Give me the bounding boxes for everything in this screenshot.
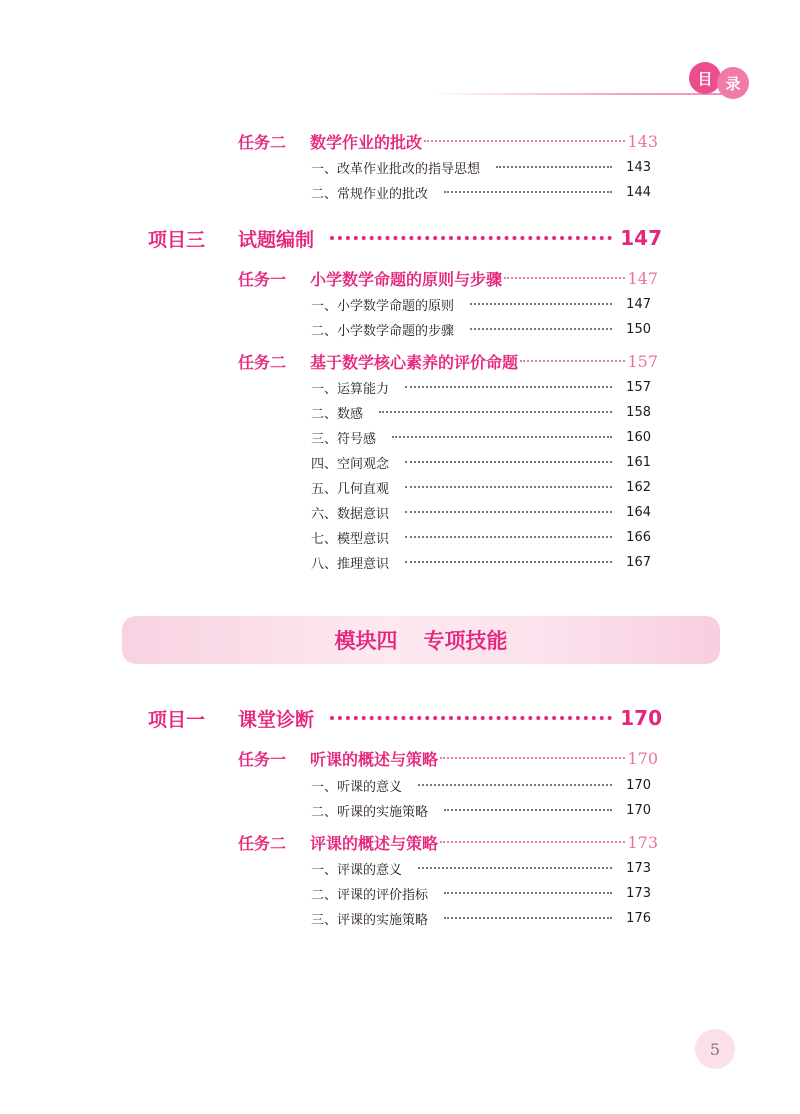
task-label: 任务二	[238, 132, 287, 152]
toc-section[interactable]	[311, 157, 651, 177]
leader-dots	[418, 867, 612, 869]
section-title: 四、空间观念	[311, 456, 390, 472]
section-page: 161	[626, 454, 651, 470]
task-page: 170	[627, 748, 658, 768]
section-page: 164	[626, 504, 651, 520]
section-page: 150	[626, 321, 651, 337]
leader-dots	[444, 191, 612, 193]
leader-dots	[444, 809, 612, 811]
project-label: 项目一	[148, 708, 206, 731]
task-title: 小学数学命题的原则与步骤	[310, 269, 503, 289]
section-title: 一、评课的意义	[311, 862, 403, 878]
section-title: 二、评课的评价指标	[311, 887, 429, 903]
section-title: 三、评课的实施策略	[311, 912, 429, 928]
task-label: 任务一	[238, 269, 287, 289]
toc-task[interactable]	[238, 746, 658, 770]
toc-task[interactable]	[238, 830, 658, 854]
page-number: 5	[695, 1029, 735, 1069]
leader-dots	[440, 841, 625, 843]
task-title: 基于数学核心素养的评价命题	[310, 352, 519, 372]
toc-section[interactable]	[311, 452, 651, 472]
toc-section[interactable]	[311, 908, 651, 928]
section-title: 一、改革作业批改的指导思想	[311, 161, 481, 177]
toc-task[interactable]	[238, 349, 658, 373]
task-title: 评课的概述与策略	[310, 833, 439, 853]
section-title: 六、数据意识	[311, 506, 390, 522]
toc-section[interactable]	[311, 883, 651, 903]
toc-section[interactable]	[311, 182, 651, 202]
section-page: 176	[626, 910, 651, 926]
leader-dots	[330, 236, 612, 240]
toc-section[interactable]	[311, 427, 651, 447]
module-label: 模块四	[334, 629, 398, 653]
section-title: 二、小学数学命题的步骤	[311, 323, 455, 339]
toc-section[interactable]	[311, 294, 651, 314]
leader-dots	[440, 757, 625, 759]
leader-dots	[470, 303, 612, 305]
task-page: 173	[627, 832, 658, 852]
section-title: 二、常规作业的批改	[311, 186, 429, 202]
leader-dots	[392, 436, 612, 438]
leader-dots	[520, 360, 625, 362]
task-label: 任务一	[238, 749, 287, 769]
leader-dots	[405, 486, 612, 488]
toc-badge	[689, 62, 751, 98]
module-title: 专项技能	[423, 629, 508, 653]
section-page: 147	[626, 296, 651, 312]
task-label: 任务二	[238, 352, 287, 372]
toc-badge-char-2: 录	[717, 67, 749, 99]
section-page: 157	[626, 379, 651, 395]
leader-dots	[405, 511, 612, 513]
leader-dots	[444, 892, 612, 894]
task-page: 147	[627, 268, 658, 288]
section-title: 一、运算能力	[311, 381, 390, 397]
toc-section[interactable]	[311, 319, 651, 339]
section-page: 173	[626, 885, 651, 901]
toc-project[interactable]	[148, 704, 662, 732]
task-label: 任务二	[238, 833, 287, 853]
toc-section[interactable]	[311, 858, 651, 878]
section-page: 170	[626, 777, 651, 793]
section-title: 二、听课的实施策略	[311, 804, 429, 820]
leader-dots	[330, 716, 612, 720]
toc-section[interactable]	[311, 800, 651, 820]
task-page: 143	[627, 131, 658, 151]
leader-dots	[418, 784, 612, 786]
leader-dots	[405, 536, 612, 538]
module-banner[interactable]	[122, 616, 720, 664]
toc-section[interactable]	[311, 477, 651, 497]
leader-dots	[496, 166, 612, 168]
leader-dots	[470, 328, 612, 330]
task-title: 听课的概述与策略	[310, 749, 439, 769]
leader-dots	[444, 917, 612, 919]
section-title: 八、推理意识	[311, 556, 390, 572]
leader-dots	[405, 386, 612, 388]
leader-dots	[379, 411, 612, 413]
section-title: 三、符号感	[311, 431, 377, 447]
task-page: 157	[627, 351, 658, 371]
project-title: 课堂诊断	[238, 708, 315, 731]
section-title: 一、听课的意义	[311, 779, 403, 795]
toc-section[interactable]	[311, 402, 651, 422]
section-page: 167	[626, 554, 651, 570]
toc-section[interactable]	[311, 502, 651, 522]
project-page: 170	[620, 706, 662, 730]
section-title: 一、小学数学命题的原则	[311, 298, 455, 314]
section-title: 七、模型意识	[311, 531, 390, 547]
toc-badge-char-1: 目	[689, 62, 721, 94]
section-title: 五、几何直观	[311, 481, 390, 497]
section-page: 170	[626, 802, 651, 818]
section-page: 160	[626, 429, 651, 445]
toc-section[interactable]	[311, 775, 651, 795]
section-page: 162	[626, 479, 651, 495]
section-page: 144	[626, 184, 651, 200]
section-title: 二、数感	[311, 406, 364, 422]
section-page: 166	[626, 529, 651, 545]
toc-section[interactable]	[311, 552, 651, 572]
leader-dots	[424, 140, 625, 142]
section-page: 173	[626, 860, 651, 876]
project-title: 试题编制	[238, 228, 315, 251]
section-page: 143	[626, 159, 651, 175]
leader-dots	[504, 277, 625, 279]
toc-task[interactable]	[238, 266, 658, 290]
leader-dots	[405, 561, 612, 563]
section-page: 158	[626, 404, 651, 420]
project-label: 项目三	[148, 228, 206, 251]
toc-project[interactable]	[148, 224, 662, 252]
toc-section[interactable]	[311, 377, 651, 397]
toc-section[interactable]	[311, 527, 651, 547]
project-page: 147	[620, 226, 662, 250]
leader-dots	[405, 461, 612, 463]
toc-task[interactable]	[238, 129, 658, 153]
task-title: 数学作业的批改	[310, 132, 423, 152]
